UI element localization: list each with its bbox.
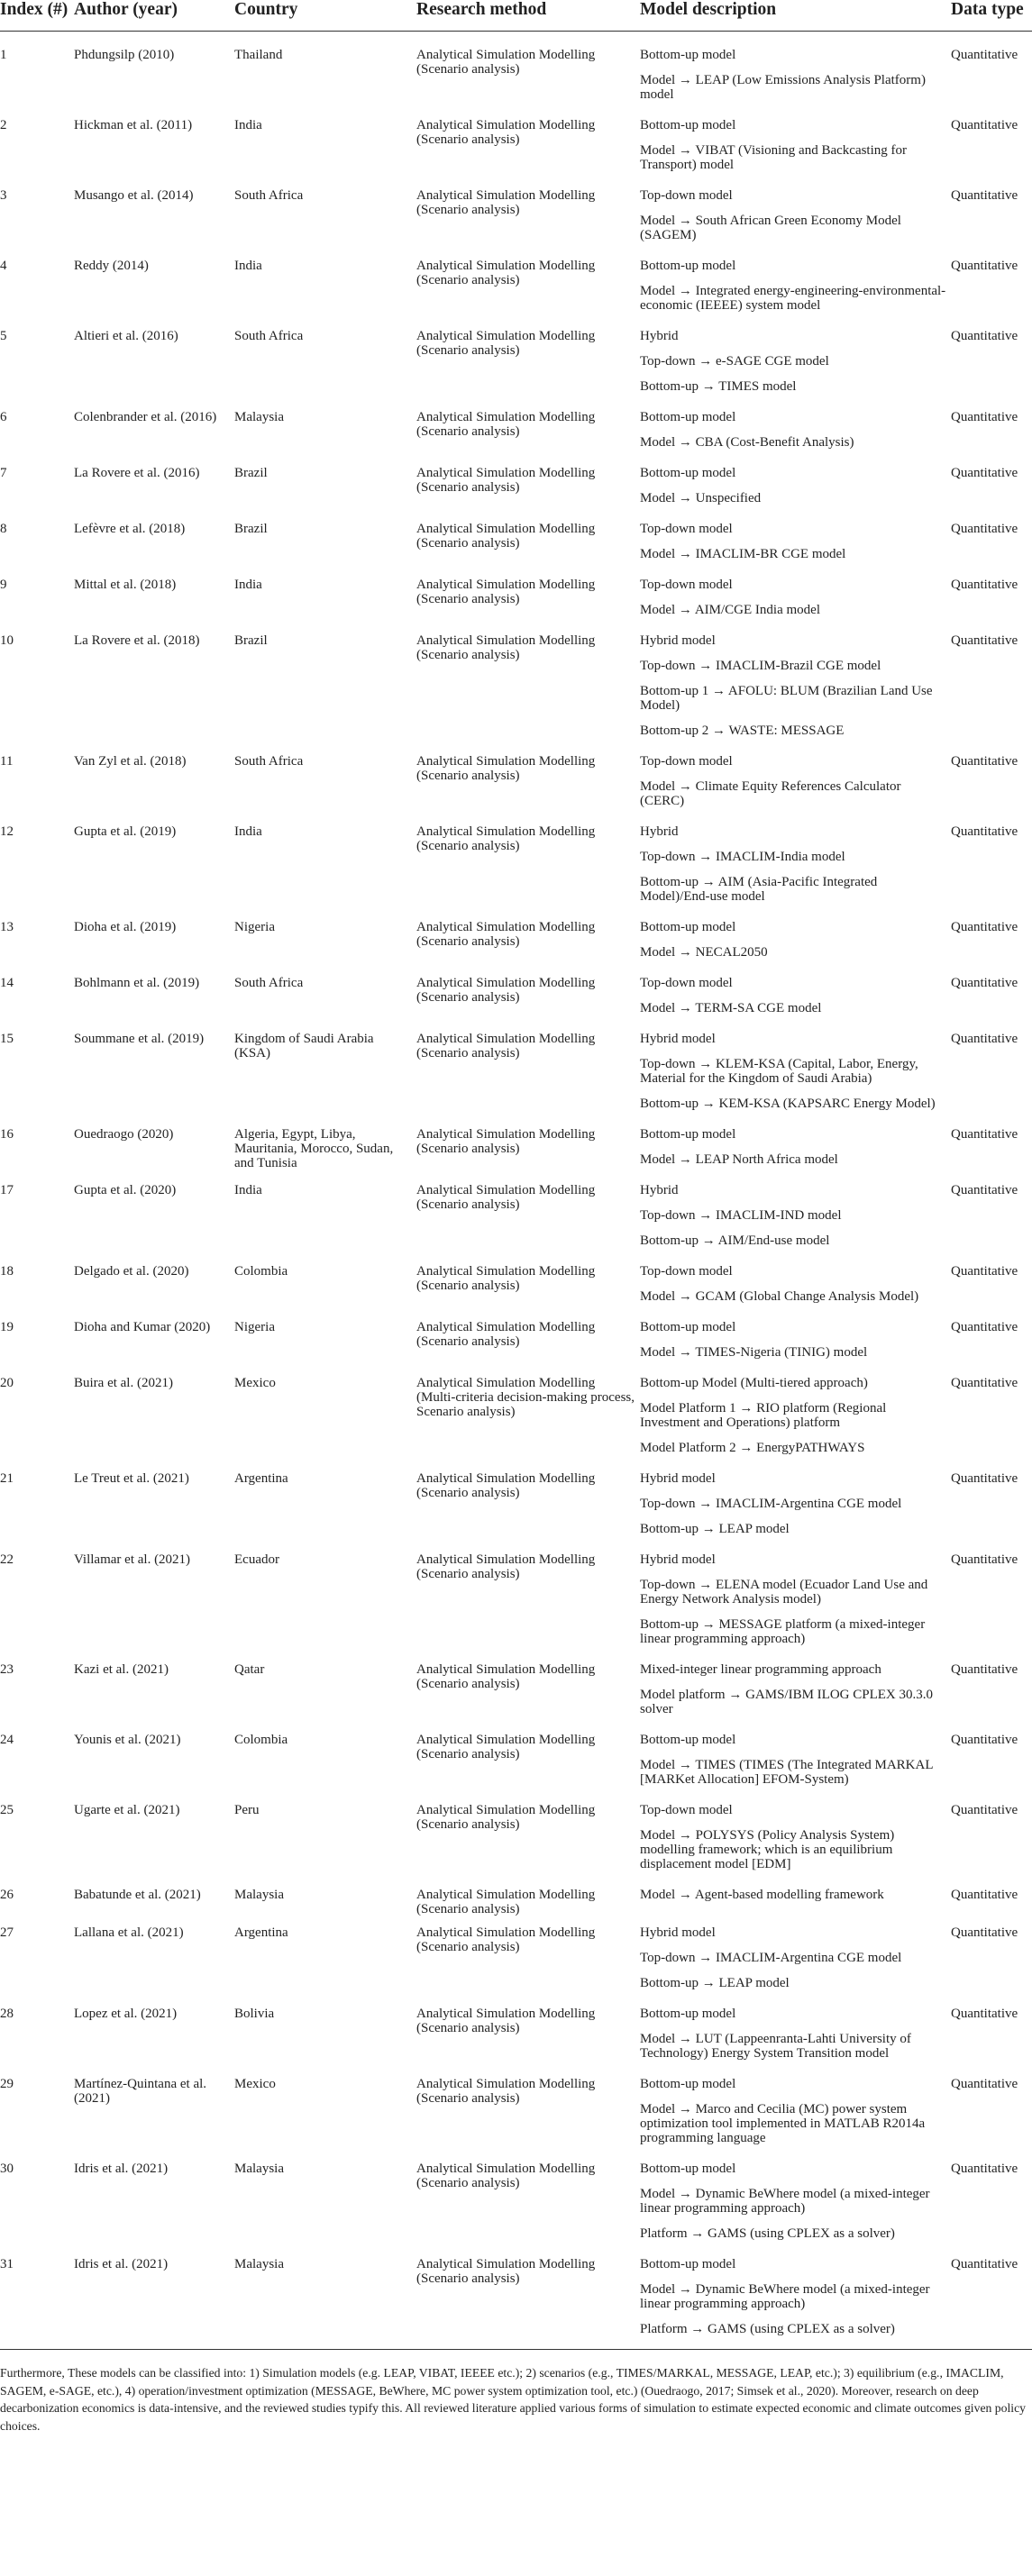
datatype-cell: Quantitative bbox=[951, 2248, 1032, 2350]
table-row bbox=[0, 1998, 1032, 2068]
country-cell: Nigeria bbox=[234, 1320, 275, 1334]
model-cell bbox=[640, 513, 951, 569]
author-cell: Colenbrander et al. (2016) bbox=[74, 410, 217, 424]
table-row bbox=[0, 1916, 1032, 1998]
country-cell: India bbox=[234, 1183, 262, 1197]
author-cell: Mittal et al. (2018) bbox=[74, 578, 177, 592]
index-cell: 20 bbox=[0, 1376, 14, 1390]
table-row bbox=[0, 1023, 1032, 1118]
method-cell: Analytical Simulation Modelling (Scenario analysis) bbox=[416, 1183, 596, 1212]
table-row bbox=[0, 745, 1032, 815]
model-line: Bottom-up model bbox=[640, 920, 736, 934]
model-line: Top-down → KLEM-KSA (Capital, Labor, Energy, Material for the Kingdom of Saudi Arabia) bbox=[640, 1057, 918, 1086]
method-cell: Analytical Simulation Modelling (Scenario analysis) bbox=[416, 1127, 596, 1156]
model-cell bbox=[640, 1118, 951, 1174]
author-cell: Delgado et al. (2020) bbox=[74, 1264, 189, 1279]
model-line: Model Platform 2 → EnergyPATHWAYS bbox=[640, 1441, 865, 1455]
author-cell: Reddy (2014) bbox=[74, 259, 149, 273]
datatype-cell: Quantitative bbox=[951, 1733, 1018, 1747]
model-line: Bottom-up → KEM-KSA (KAPSARC Energy Model) bbox=[640, 1097, 936, 1111]
datatype-cell: Quantitative bbox=[951, 188, 1018, 203]
country-cell: India bbox=[234, 259, 262, 273]
table-row bbox=[0, 2068, 1032, 2153]
model-line: Bottom-up model bbox=[640, 2077, 736, 2091]
method-cell: Analytical Simulation Modelling (Scenario analysis) bbox=[416, 188, 596, 217]
country-cell: India bbox=[234, 824, 262, 839]
author-cell: Hickman et al. (2011) bbox=[74, 118, 193, 132]
index-cell: 7 bbox=[0, 466, 7, 480]
datatype-cell: Quantitative bbox=[951, 1127, 1018, 1142]
datatype-cell: Quantitative bbox=[951, 466, 1018, 480]
method-cell: Analytical Simulation Modelling (Scenario analysis) bbox=[416, 2077, 596, 2106]
table-row bbox=[0, 1879, 1032, 1916]
model-cell bbox=[640, 1174, 951, 1255]
table-row bbox=[0, 815, 1032, 911]
table-row bbox=[0, 457, 1032, 513]
model-line: Bottom-up model bbox=[640, 2257, 736, 2271]
datatype-cell: Quantitative bbox=[951, 522, 1018, 536]
table-row bbox=[0, 1794, 1032, 1879]
model-cell bbox=[640, 250, 951, 320]
table-row bbox=[0, 1174, 1032, 1255]
model-line: Model → Agent-based modelling framework bbox=[640, 1888, 884, 1902]
model-line: Model → LEAP North Africa model bbox=[640, 1152, 838, 1167]
model-line: Bottom-up → LEAP model bbox=[640, 1976, 790, 1990]
model-line: Platform → GAMS (using CPLEX as a solver) bbox=[640, 2322, 895, 2336]
method-cell: Analytical Simulation Modelling (Scenario analysis) bbox=[416, 410, 596, 439]
country-cell: Malaysia bbox=[234, 1888, 284, 1902]
country-cell: South Africa bbox=[234, 329, 304, 343]
author-cell: Musango et al. (2014) bbox=[74, 188, 194, 203]
model-line: Model → AIM/CGE India model bbox=[640, 603, 820, 617]
method-cell: Analytical Simulation Modelling (Scenario analysis) bbox=[416, 754, 596, 783]
model-line: Hybrid model bbox=[640, 1471, 716, 1486]
model-cell bbox=[640, 1023, 951, 1118]
datatype-cell: Quantitative bbox=[951, 329, 1018, 343]
method-cell: Analytical Simulation Modelling (Scenario analysis) bbox=[416, 1733, 596, 1761]
table-row bbox=[0, 569, 1032, 624]
method-cell: Analytical Simulation Modelling (Scenario analysis) bbox=[416, 1320, 596, 1349]
model-line: Bottom-up → TIMES model bbox=[640, 379, 797, 394]
model-cell bbox=[640, 109, 951, 179]
method-cell: Analytical Simulation Modelling (Scenario analysis) bbox=[416, 329, 596, 358]
model-line: Model → CBA (Cost-Benefit Analysis) bbox=[640, 435, 854, 450]
datatype-cell: Quantitative bbox=[951, 1925, 1018, 1940]
model-line: Model → GCAM (Global Change Analysis Model) bbox=[640, 1289, 919, 1304]
index-cell: 28 bbox=[0, 2007, 14, 2021]
header-author: Author (year) bbox=[74, 0, 234, 32]
country-cell: Peru bbox=[234, 1803, 260, 1817]
author-cell: Martínez-Quintana et al. (2021) bbox=[74, 2077, 207, 2106]
table-row bbox=[0, 1255, 1032, 1311]
datatype-cell: Quantitative bbox=[951, 920, 1018, 934]
country-cell: Brazil bbox=[234, 466, 268, 480]
model-line: Model → TIMES-Nigeria (TINIG) model bbox=[640, 1345, 868, 1360]
index-cell: 25 bbox=[0, 1803, 14, 1817]
table-row bbox=[0, 513, 1032, 569]
table-row bbox=[0, 250, 1032, 320]
table-row bbox=[0, 1462, 1032, 1543]
author-cell: Gupta et al. (2020) bbox=[74, 1183, 177, 1197]
model-line: Model → Integrated energy-engineering-environmental-economic (IEEEE) system model bbox=[640, 284, 946, 313]
country-cell: Malaysia bbox=[234, 410, 284, 424]
author-cell: Gupta et al. (2019) bbox=[74, 824, 177, 839]
country-cell: Argentina bbox=[234, 1471, 288, 1486]
author-cell: Lefèvre et al. (2018) bbox=[74, 522, 186, 536]
model-cell bbox=[640, 2068, 951, 2153]
table-row bbox=[0, 1543, 1032, 1653]
model-line: Bottom-up model bbox=[640, 410, 736, 424]
model-line: Bottom-up model bbox=[640, 2162, 736, 2176]
datatype-cell: Quantitative bbox=[951, 2077, 1018, 2091]
table-row bbox=[0, 2248, 1032, 2350]
model-cell bbox=[640, 1998, 951, 2068]
model-line: Hybrid model bbox=[640, 1552, 716, 1567]
method-cell: Analytical Simulation Modelling (Scenario analysis) bbox=[416, 976, 596, 1005]
model-line: Top-down model bbox=[640, 188, 733, 203]
index-cell: 18 bbox=[0, 1264, 14, 1279]
table-row bbox=[0, 320, 1032, 401]
index-cell: 15 bbox=[0, 1032, 14, 1046]
country-cell: Bolivia bbox=[234, 2007, 275, 2021]
index-cell: 23 bbox=[0, 1662, 14, 1677]
method-cell: Analytical Simulation Modelling (Scenario analysis) bbox=[416, 920, 596, 949]
index-cell: 13 bbox=[0, 920, 14, 934]
model-cell bbox=[640, 569, 951, 624]
model-cell bbox=[640, 911, 951, 967]
method-cell: Analytical Simulation Modelling (Scenario analysis) bbox=[416, 2162, 596, 2190]
model-cell bbox=[640, 624, 951, 745]
model-cell bbox=[640, 1794, 951, 1879]
country-cell: Brazil bbox=[234, 633, 268, 648]
header-method: Research method bbox=[416, 0, 640, 32]
table-row bbox=[0, 967, 1032, 1023]
table-row bbox=[0, 911, 1032, 967]
index-cell: 16 bbox=[0, 1127, 14, 1142]
table-row bbox=[0, 624, 1032, 745]
model-cell bbox=[640, 457, 951, 513]
model-line: Top-down → IMACLIM-IND model bbox=[640, 1208, 842, 1223]
datatype-cell: Quantitative bbox=[951, 48, 1018, 62]
model-cell bbox=[640, 1543, 951, 1653]
table-row bbox=[0, 401, 1032, 457]
author-cell: Idris et al. (2021) bbox=[74, 2162, 169, 2176]
model-line: Model → VIBAT (Visioning and Backcasting for Transport) model bbox=[640, 143, 908, 172]
model-cell bbox=[640, 1879, 951, 1916]
index-cell: 31 bbox=[0, 2248, 74, 2350]
model-line: Top-down model bbox=[640, 754, 733, 769]
model-cell bbox=[640, 2153, 951, 2248]
datatype-cell: Quantitative bbox=[951, 410, 1018, 424]
header-datatype: Data type bbox=[951, 0, 1032, 32]
model-cell bbox=[640, 1255, 951, 1311]
method-cell: Analytical Simulation Modelling (Scenario analysis) bbox=[416, 118, 596, 147]
method-cell: Analytical Simulation Modelling (Scenario analysis) bbox=[416, 824, 596, 853]
author-cell: Ouedraogo (2020) bbox=[74, 1127, 174, 1142]
country-cell: Colombia bbox=[234, 1733, 288, 1747]
index-cell: 29 bbox=[0, 2077, 14, 2091]
model-line: Bottom-up model bbox=[640, 2007, 736, 2021]
author-cell: Babatunde et al. (2021) bbox=[74, 1888, 201, 1902]
table-row bbox=[0, 109, 1032, 179]
country-cell: Kingdom of Saudi Arabia (KSA) bbox=[234, 1032, 374, 1060]
author-cell: Lallana et al. (2021) bbox=[74, 1925, 184, 1940]
index-cell: 2 bbox=[0, 118, 7, 132]
author-cell: Kazi et al. (2021) bbox=[74, 1662, 169, 1677]
author-cell: Bohlmann et al. (2019) bbox=[74, 976, 200, 990]
table-row bbox=[0, 1118, 1032, 1174]
model-line: Top-down model bbox=[640, 522, 733, 536]
datatype-cell: Quantitative bbox=[951, 633, 1018, 648]
model-line: Bottom-up model bbox=[640, 1127, 736, 1142]
table-row bbox=[0, 1311, 1032, 1367]
table-body bbox=[0, 32, 1032, 2350]
model-line: Model → Dynamic BeWhere model (a mixed-integer linear programming approach) bbox=[640, 2187, 930, 2216]
model-line: Bottom-up model bbox=[640, 48, 736, 62]
method-cell: Analytical Simulation Modelling (Scenario analysis) bbox=[416, 1888, 596, 1916]
index-cell: 17 bbox=[0, 1183, 14, 1197]
author-cell: Ugarte et al. (2021) bbox=[74, 1803, 180, 1817]
index-cell: 5 bbox=[0, 329, 7, 343]
model-line: Model → Unspecified bbox=[640, 491, 762, 505]
model-line: Model → Marco and Cecilia (MC) power system optimization tool implemented in MATLAB R2014a programming language bbox=[640, 2102, 926, 2145]
model-cell bbox=[640, 967, 951, 1023]
model-line: Model → IMACLIM-BR CGE model bbox=[640, 547, 846, 561]
datatype-cell: Quantitative bbox=[951, 976, 1018, 990]
model-line: Model → Climate Equity References Calculator (CERC) bbox=[640, 779, 901, 808]
index-cell: 30 bbox=[0, 2162, 14, 2176]
model-cell bbox=[640, 401, 951, 457]
method-cell: Analytical Simulation Modelling (Scenario analysis) bbox=[416, 2007, 596, 2035]
model-cell bbox=[640, 1653, 951, 1724]
header-country: Country bbox=[234, 0, 416, 32]
method-cell: Analytical Simulation Modelling (Scenario analysis) bbox=[416, 633, 596, 662]
method-cell: Analytical Simulation Modelling (Scenario analysis) bbox=[416, 1662, 596, 1691]
author-cell: Van Zyl et al. (2018) bbox=[74, 754, 187, 769]
datatype-cell: Quantitative bbox=[951, 2162, 1018, 2176]
model-line: Bottom-up → LEAP model bbox=[640, 1522, 790, 1536]
model-cell bbox=[640, 745, 951, 815]
country-cell: Thailand bbox=[234, 48, 283, 62]
model-line: Top-down → IMACLIM-Argentina CGE model bbox=[640, 1951, 902, 1965]
country-cell: India bbox=[234, 578, 262, 592]
method-cell: Analytical Simulation Modelling (Scenario analysis) bbox=[416, 2248, 640, 2350]
model-line: Model → South African Green Economy Model (SAGEM) bbox=[640, 214, 901, 242]
author-cell: La Rovere et al. (2016) bbox=[74, 466, 200, 480]
index-cell: 26 bbox=[0, 1888, 14, 1902]
model-line: Mixed-integer linear programming approach bbox=[640, 1662, 881, 1677]
datatype-cell: Quantitative bbox=[951, 1183, 1018, 1197]
model-line: Top-down → IMACLIM-Brazil CGE model bbox=[640, 659, 881, 673]
table-row bbox=[0, 1724, 1032, 1794]
author-cell: Idris et al. (2021) bbox=[74, 2248, 234, 2350]
method-cell: Analytical Simulation Modelling (Scenario analysis) bbox=[416, 1552, 596, 1581]
model-line: Bottom-up model bbox=[640, 466, 736, 480]
model-cell bbox=[640, 1367, 951, 1462]
country-cell: South Africa bbox=[234, 188, 304, 203]
model-cell bbox=[640, 1724, 951, 1794]
index-cell: 12 bbox=[0, 824, 14, 839]
author-cell: Soummane et al. (2019) bbox=[74, 1032, 205, 1046]
model-line: Hybrid model bbox=[640, 1925, 716, 1940]
model-line: Bottom-up → AIM/End-use model bbox=[640, 1233, 830, 1248]
method-cell: Analytical Simulation Modelling (Scenario analysis) bbox=[416, 578, 596, 606]
model-line: Top-down model bbox=[640, 976, 733, 990]
author-cell: Buira et al. (2021) bbox=[74, 1376, 173, 1390]
datatype-cell: Quantitative bbox=[951, 1662, 1018, 1677]
model-line: Hybrid model bbox=[640, 633, 716, 648]
model-line: Bottom-up Model (Multi-tiered approach) bbox=[640, 1376, 868, 1390]
model-line: Bottom-up model bbox=[640, 259, 736, 273]
table-row bbox=[0, 1653, 1032, 1724]
method-cell: Analytical Simulation Modelling (Scenario analysis) bbox=[416, 522, 596, 551]
datatype-cell: Quantitative bbox=[951, 1032, 1018, 1046]
model-cell bbox=[640, 179, 951, 250]
model-line: Bottom-up 2 → WASTE: MESSAGE bbox=[640, 724, 845, 738]
model-cell bbox=[640, 1311, 951, 1367]
datatype-cell: Quantitative bbox=[951, 118, 1018, 132]
author-cell: Dioha et al. (2019) bbox=[74, 920, 177, 934]
model-line: Bottom-up → AIM (Asia-Pacific Integrated Model)/End-use model bbox=[640, 875, 878, 904]
author-cell: Le Treut et al. (2021) bbox=[74, 1471, 189, 1486]
model-line: Top-down model bbox=[640, 1803, 733, 1817]
table-row bbox=[0, 179, 1032, 250]
table-footnote: Furthermore, These models can be classified into: 1) Simulation models (e.g. LEAP, VIBAT, IEEEE etc.); 2) scenarios (e.g., TIMES/MARKAL, MESSAGE, LEAP, etc.); 3) equilibrium (e.g., IMACLIM, SAGEM, e-SAGE, etc.), 4) operation/investment optimization (MESSAGE, BeWhere, MC power system optimization tool, etc.) (Ouedraogo, 2017; Simsek et al., 2020). Moreover, research on deep decarbonization economics is data-intensive, and the reviewed studies typify this. All reviewed literature applied various forms of simulation to estimate expected economic and climate outcomes given policy choices. bbox=[0, 2366, 1026, 2433]
country-cell: Colombia bbox=[234, 1264, 288, 1279]
index-cell: 9 bbox=[0, 578, 7, 592]
datatype-cell: Quantitative bbox=[951, 824, 1018, 839]
model-line: Bottom-up model bbox=[640, 118, 736, 132]
index-cell: 24 bbox=[0, 1733, 14, 1747]
datatype-cell: Quantitative bbox=[951, 1320, 1018, 1334]
model-line: Top-down model bbox=[640, 1264, 733, 1279]
model-line: Model → POLYSYS (Policy Analysis System) modelling framework; which is an equilibrium displacement model [EDM] bbox=[640, 1828, 895, 1871]
method-cell: Analytical Simulation Modelling (Scenario analysis) bbox=[416, 48, 596, 77]
author-cell: Phdungsilp (2010) bbox=[74, 48, 175, 62]
model-line: Top-down → ELENA model (Ecuador Land Use and Energy Network Analysis model) bbox=[640, 1578, 928, 1607]
index-cell: 21 bbox=[0, 1471, 14, 1486]
method-cell: Analytical Simulation Modelling (Scenario analysis) bbox=[416, 1471, 596, 1500]
datatype-cell: Quantitative bbox=[951, 1803, 1018, 1817]
model-line: Top-down → e-SAGE CGE model bbox=[640, 354, 829, 369]
datatype-cell: Quantitative bbox=[951, 1471, 1018, 1486]
model-line: Model → NECAL2050 bbox=[640, 945, 768, 960]
index-cell: 3 bbox=[0, 188, 7, 203]
model-line: Model platform → GAMS/IBM ILOG CPLEX 30.3.0 solver bbox=[640, 1688, 933, 1716]
country-cell: Brazil bbox=[234, 522, 268, 536]
method-cell: Analytical Simulation Modelling (Scenario analysis) bbox=[416, 1925, 596, 1954]
model-line: Bottom-up model bbox=[640, 1320, 736, 1334]
country-cell: Mexico bbox=[234, 1376, 276, 1390]
model-line: Model → Dynamic BeWhere model (a mixed-integer linear programming approach) bbox=[640, 2282, 930, 2311]
method-cell: Analytical Simulation Modelling (Scenario analysis) bbox=[416, 1032, 596, 1060]
model-line: Bottom-up 1 → AFOLU: BLUM (Brazilian Land Use Model) bbox=[640, 684, 933, 713]
table-header bbox=[0, 0, 1032, 32]
country-cell: South Africa bbox=[234, 976, 304, 990]
model-line: Bottom-up → MESSAGE platform (a mixed-integer linear programming approach) bbox=[640, 1617, 926, 1646]
model-cell bbox=[640, 2248, 951, 2350]
model-line: Platform → GAMS (using CPLEX as a solver) bbox=[640, 2226, 895, 2241]
model-line: Hybrid model bbox=[640, 1032, 716, 1046]
method-cell: Analytical Simulation Modelling (Scenario analysis) bbox=[416, 1803, 596, 1832]
author-cell: La Rovere et al. (2018) bbox=[74, 633, 200, 648]
table-row bbox=[0, 2153, 1032, 2248]
country-cell: South Africa bbox=[234, 754, 304, 769]
table-row bbox=[0, 32, 1032, 110]
country-cell: India bbox=[234, 118, 262, 132]
model-line: Hybrid bbox=[640, 824, 679, 839]
datatype-cell: Quantitative bbox=[951, 1264, 1018, 1279]
author-cell: Villamar et al. (2021) bbox=[74, 1552, 191, 1567]
index-cell: 4 bbox=[0, 259, 7, 273]
datatype-cell: Quantitative bbox=[951, 1552, 1018, 1567]
model-cell bbox=[640, 1916, 951, 1998]
author-cell: Altieri et al. (2016) bbox=[74, 329, 178, 343]
index-cell: 10 bbox=[0, 633, 14, 648]
index-cell: 1 bbox=[0, 48, 7, 62]
index-cell: 11 bbox=[0, 754, 14, 769]
method-cell: Analytical Simulation Modelling (Scenario analysis) bbox=[416, 1264, 596, 1293]
datatype-cell: Quantitative bbox=[951, 578, 1018, 592]
index-cell: 8 bbox=[0, 522, 7, 536]
author-cell: Lopez et al. (2021) bbox=[74, 2007, 178, 2021]
model-line: Hybrid bbox=[640, 1183, 679, 1197]
country-cell: Ecuador bbox=[234, 1552, 279, 1567]
model-cell bbox=[640, 815, 951, 911]
author-cell: Dioha and Kumar (2020) bbox=[74, 1320, 211, 1334]
datatype-cell: Quantitative bbox=[951, 1376, 1018, 1390]
country-cell: Qatar bbox=[234, 1662, 265, 1677]
index-cell: 27 bbox=[0, 1925, 14, 1940]
model-line: Model → LEAP (Low Emissions Analysis Platform) model bbox=[640, 73, 926, 102]
method-cell: Analytical Simulation Modelling (Multi-criteria decision-making process, Scenario analysis) bbox=[416, 1376, 635, 1419]
index-cell: 6 bbox=[0, 410, 7, 424]
index-cell: 14 bbox=[0, 976, 14, 990]
model-line: Model → TIMES (TIMES (The Integrated MARKAL [MARKet Allocation] EFOM-System) bbox=[640, 1758, 933, 1787]
model-cell bbox=[640, 1462, 951, 1543]
table-row bbox=[0, 1367, 1032, 1462]
index-cell: 19 bbox=[0, 1320, 14, 1334]
author-cell: Younis et al. (2021) bbox=[74, 1733, 181, 1747]
country-cell: Nigeria bbox=[234, 920, 275, 934]
datatype-cell: Quantitative bbox=[951, 259, 1018, 273]
model-line: Model Platform 1 → RIO platform (Regional Investment and Operations) platform bbox=[640, 1401, 887, 1430]
model-line: Top-down model bbox=[640, 578, 733, 592]
country-cell: Malaysia bbox=[234, 2162, 284, 2176]
model-line: Top-down → IMACLIM-India model bbox=[640, 850, 845, 864]
model-cell bbox=[640, 320, 951, 401]
model-line: Model → TERM-SA CGE model bbox=[640, 1001, 822, 1015]
country-cell: Algeria, Egypt, Libya, Mauritania, Morocco, Sudan, and Tunisia bbox=[234, 1127, 394, 1170]
header-model: Model description bbox=[640, 0, 951, 32]
model-line: Top-down → IMACLIM-Argentina CGE model bbox=[640, 1497, 902, 1511]
datatype-cell: Quantitative bbox=[951, 1888, 1018, 1902]
header-index: Index (#) bbox=[0, 0, 74, 32]
country-cell: Mexico bbox=[234, 2077, 276, 2091]
method-cell: Analytical Simulation Modelling (Scenario analysis) bbox=[416, 466, 596, 495]
model-line: Hybrid bbox=[640, 329, 679, 343]
model-cell bbox=[640, 32, 951, 110]
method-cell: Analytical Simulation Modelling (Scenario analysis) bbox=[416, 259, 596, 287]
datatype-cell: Quantitative bbox=[951, 2007, 1018, 2021]
datatype-cell: Quantitative bbox=[951, 754, 1018, 769]
country-cell: Argentina bbox=[234, 1925, 288, 1940]
index-cell: 22 bbox=[0, 1552, 14, 1567]
model-line: Bottom-up model bbox=[640, 1733, 736, 1747]
country-cell: Malaysia bbox=[234, 2248, 416, 2350]
model-line: Model → LUT (Lappeenranta-Lahti University of Technology) Energy System Transition model bbox=[640, 2032, 911, 2061]
